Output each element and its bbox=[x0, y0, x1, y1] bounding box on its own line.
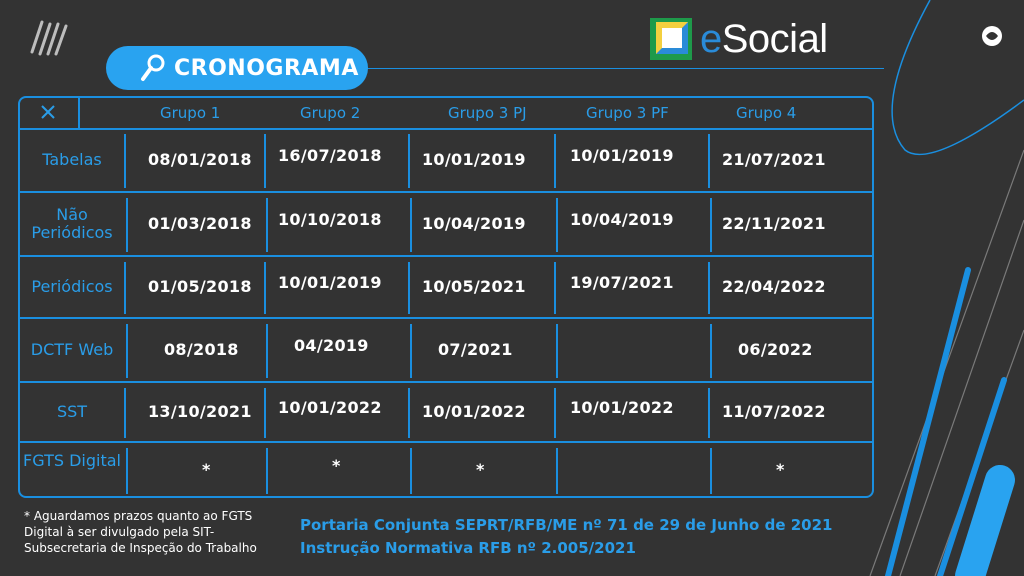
row-label: Não Periódicos bbox=[31, 205, 113, 242]
column-separator bbox=[124, 134, 126, 188]
column-separator bbox=[266, 198, 268, 252]
row-label: FGTS Digital bbox=[23, 451, 121, 470]
title-pill bbox=[106, 46, 368, 90]
table-cell: 10/04/2019 bbox=[570, 210, 674, 229]
page-title: CRONOGRAMA bbox=[174, 55, 359, 81]
table-cell: 10/01/2019 bbox=[278, 273, 382, 292]
column-separator bbox=[708, 134, 710, 188]
column-separator bbox=[556, 198, 558, 252]
table-cell: 21/07/2021 bbox=[722, 150, 826, 169]
magnifier-icon bbox=[140, 53, 168, 83]
row-label: Periódicos bbox=[31, 277, 113, 296]
row-divider bbox=[20, 317, 872, 319]
column-separator bbox=[554, 262, 556, 314]
column-separator bbox=[126, 198, 128, 252]
table-cell: 07/2021 bbox=[438, 340, 513, 359]
esocial-logo-icon bbox=[648, 16, 694, 62]
table-cell: 10/01/2022 bbox=[422, 402, 526, 421]
table-cell: 10/01/2019 bbox=[570, 146, 674, 165]
row-divider bbox=[20, 255, 872, 257]
table-cell: * bbox=[202, 460, 211, 479]
hatch-logo-icon bbox=[28, 18, 72, 58]
column-separator bbox=[264, 262, 266, 314]
column-separator bbox=[126, 448, 128, 494]
esocial-logo bbox=[648, 14, 828, 64]
table-cell: * bbox=[476, 460, 485, 479]
column-separator bbox=[408, 262, 410, 314]
table-cell: 10/04/2019 bbox=[422, 214, 526, 233]
table-cell: 10/01/2022 bbox=[570, 398, 674, 417]
column-separator bbox=[126, 324, 128, 378]
column-header-grupo-1: Grupo 1 bbox=[160, 104, 221, 122]
reference-portaria: Portaria Conjunta SEPRT/RFB/ME nº 71 de 29 de Junho de 2021 bbox=[300, 516, 833, 534]
table-cell: 01/05/2018 bbox=[148, 277, 252, 296]
row-label: Tabelas bbox=[42, 150, 102, 169]
column-separator bbox=[556, 448, 558, 494]
table-cell: 08/01/2018 bbox=[148, 150, 252, 169]
column-separator bbox=[266, 448, 268, 494]
column-header-grupo-3-pf: Grupo 3 PF bbox=[586, 104, 669, 122]
row-divider bbox=[20, 381, 872, 383]
schedule-table bbox=[18, 96, 874, 498]
column-separator bbox=[710, 324, 712, 378]
header-divider bbox=[356, 68, 884, 69]
column-header-grupo-3-pj: Grupo 3 PJ bbox=[448, 104, 527, 122]
column-separator bbox=[708, 262, 710, 314]
column-separator bbox=[410, 324, 412, 378]
table-cell: 10/01/2019 bbox=[422, 150, 526, 169]
table-cell: 01/03/2018 bbox=[148, 214, 252, 233]
column-separator bbox=[124, 388, 126, 438]
column-separator bbox=[264, 388, 266, 438]
circle-logo-icon bbox=[980, 24, 1004, 48]
footnote: * Aguardamos prazos quanto ao FGTS Digital à ser divulgado pela SIT- Subsecretaria de Inspeção do Trabalho bbox=[24, 509, 257, 555]
column-separator bbox=[410, 448, 412, 494]
column-separator bbox=[408, 388, 410, 438]
column-separator bbox=[710, 448, 712, 494]
table-cell: 19/07/2021 bbox=[570, 273, 674, 292]
table-cell: 10/05/2021 bbox=[422, 277, 526, 296]
column-separator bbox=[710, 198, 712, 252]
table-cell: 22/11/2021 bbox=[722, 214, 826, 233]
table-cell: 13/10/2021 bbox=[148, 402, 252, 421]
table-cell: * bbox=[776, 460, 785, 479]
table-cell: 08/2018 bbox=[164, 340, 239, 359]
row-divider bbox=[20, 441, 872, 443]
column-header-grupo-2: Grupo 2 bbox=[300, 104, 361, 122]
column-separator bbox=[264, 134, 266, 188]
table-cell: 10/01/2022 bbox=[278, 398, 382, 417]
column-header-grupo-4: Grupo 4 bbox=[736, 104, 797, 122]
column-separator bbox=[554, 134, 556, 188]
column-separator bbox=[410, 198, 412, 252]
table-cell: 11/07/2022 bbox=[722, 402, 826, 421]
column-separator bbox=[708, 388, 710, 438]
column-separator bbox=[266, 324, 268, 378]
logo-text: eSocial bbox=[700, 16, 828, 61]
column-separator bbox=[408, 134, 410, 188]
legal-references bbox=[300, 514, 832, 560]
reference-instrucao: Instrução Normativa RFB nº 2.005/2021 bbox=[300, 539, 636, 557]
table-cell: * bbox=[332, 456, 341, 475]
table-cell: 16/07/2018 bbox=[278, 146, 382, 165]
table-cell: 04/2019 bbox=[294, 336, 369, 355]
row-label: DCTF Web bbox=[30, 340, 114, 359]
row-divider bbox=[20, 191, 872, 193]
row-label: SST bbox=[56, 402, 88, 421]
close-icon-cell bbox=[20, 98, 80, 128]
column-separator bbox=[554, 388, 556, 438]
table-cell: 10/10/2018 bbox=[278, 210, 382, 229]
close-icon bbox=[40, 104, 56, 120]
column-separator bbox=[124, 262, 126, 314]
column-separator bbox=[556, 324, 558, 378]
table-cell: 22/04/2022 bbox=[722, 277, 826, 296]
table-cell: 06/2022 bbox=[738, 340, 813, 359]
